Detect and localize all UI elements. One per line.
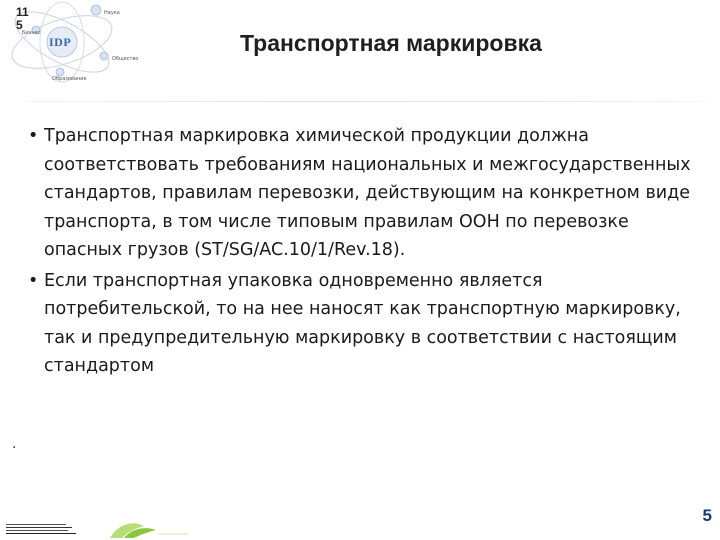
logo-node-label-business: Бизнес <box>22 30 41 36</box>
footer-lines-decoration <box>6 522 78 536</box>
stray-dot: . <box>12 436 17 452</box>
corner-number <box>16 6 29 32</box>
bullet-marker: • <box>28 126 39 146</box>
bullet-item <box>28 122 708 265</box>
bullet-marker: • <box>28 270 39 291</box>
bullet-text: Если транспортная упаковка одновременно является потребительской, то на нее наносят как транспортную маркировку, так и предупредительную маркировку в соответствии с настоящим стандартом <box>44 270 681 376</box>
page-number: 5 <box>702 506 712 525</box>
logo-node-label-education: Образование <box>52 76 87 82</box>
organization-logo <box>0 0 150 86</box>
bullet-list <box>28 122 708 381</box>
logo-center-text: IDP <box>49 35 72 49</box>
title-divider <box>26 101 706 102</box>
logo-node-label-science: Наука <box>104 10 120 16</box>
logo-node-label-society: Общество <box>112 56 139 62</box>
bullet-item <box>28 267 708 381</box>
leaf-logo-icon <box>108 516 192 540</box>
bullet-text: Транспортная маркировка химической продукции должна соответствовать требованиям национальных и межгосударственных стандартов, правилам перевозки, действующим на конкретном виде транспорта, в том числе типовым правилам ООН по перевозке опасных грузов (ST/SG/AC.10/1/Rev.18). <box>44 126 691 260</box>
corner-number-line1: 11 <box>16 5 29 19</box>
corner-number-line2: 5 <box>16 18 23 32</box>
slide-title: Транспортная маркировка <box>240 30 542 56</box>
